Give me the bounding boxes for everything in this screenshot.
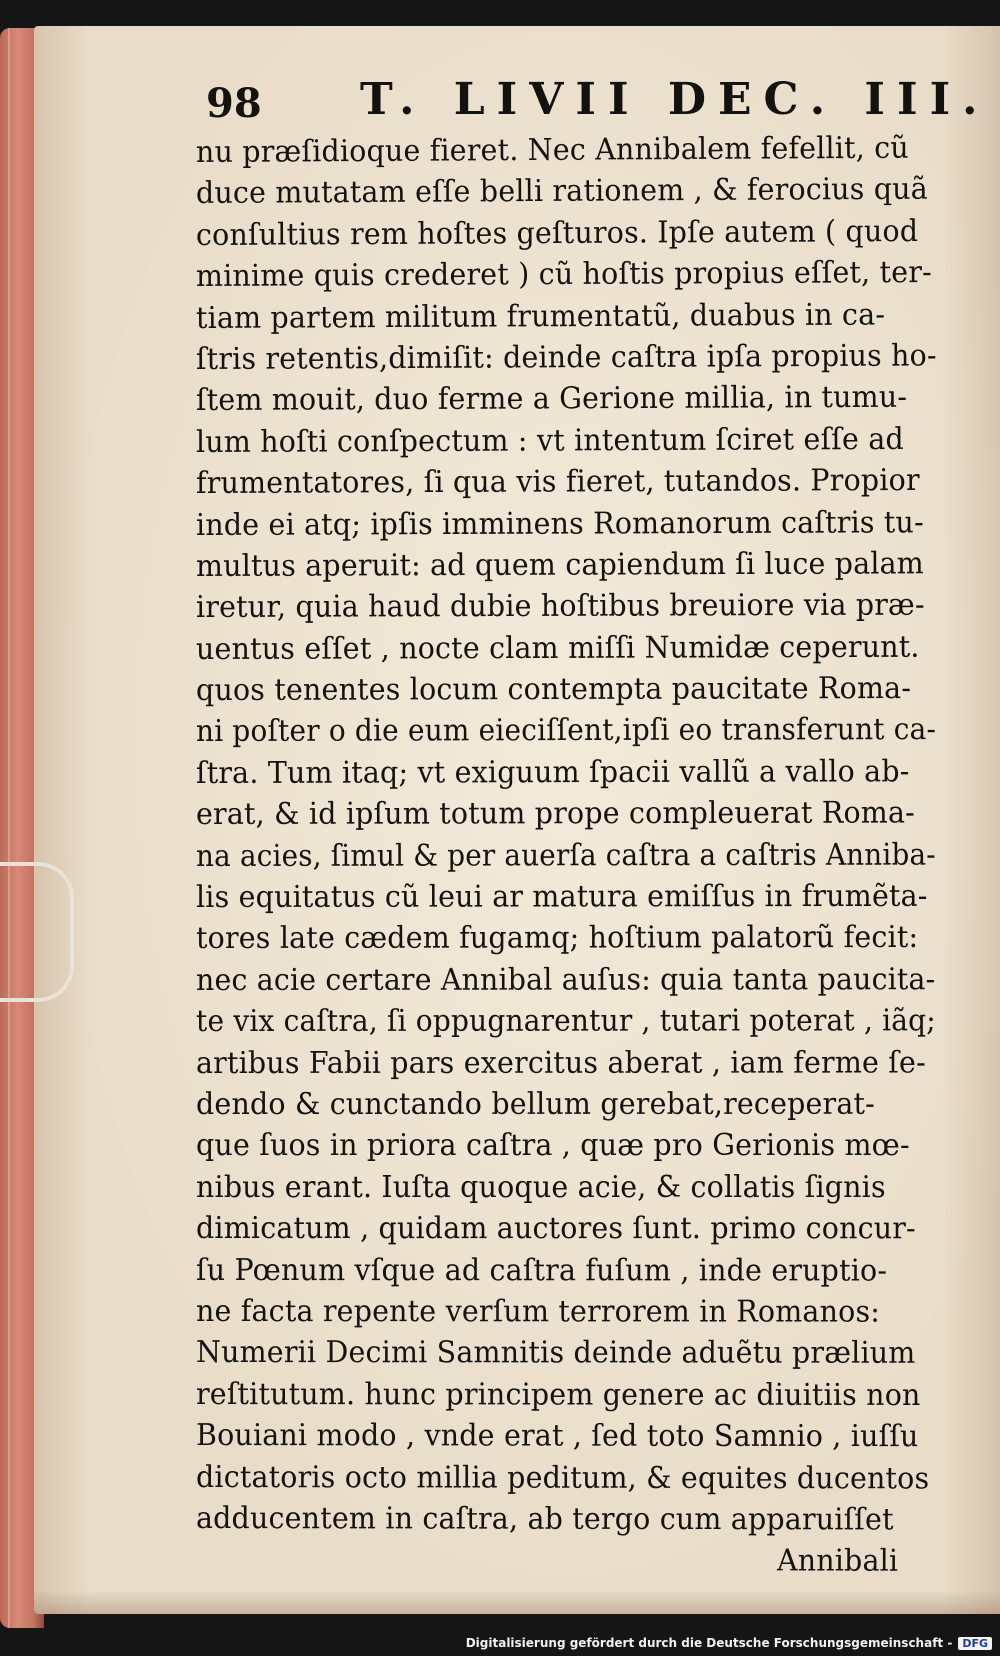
text-line: dendo & cunctando bellum gerebat,receperat- [195,1086,875,1122]
running-head-title: T. LIVII DEC. III. [360,74,990,125]
text-line: ſu Pœnum vſque ad caſtra fuſum , inde eruptio- [195,1252,888,1289]
page-number: 98 [206,80,262,127]
text-line: adducentem in caſtra, ab tergo cum apparuiſſet [195,1500,894,1538]
text-line: conſultius rem hoſtes geſturos. Ipſe autem ( quod [195,213,919,253]
text-line: frumentatores, ſi qua vis fieret, tutandos. Propior [195,463,920,502]
text-line: Numerii Decimi Samnitis deinde aduẽtu prælium [195,1335,916,1372]
text-line: nec acie certare Annibal auſus: quia tanta paucita- [195,962,936,998]
text-line: artibus Fabii pars exercitus aberat , iam ferme ſe- [195,1045,926,1081]
digitization-credit [466,1636,992,1650]
text-line: tiam partem militum frumentatũ, duabus in ca- [195,297,886,336]
credit-text: Digitalisierung gefördert durch die Deutsche Forschungsgemeinschaft - [465,1636,953,1650]
text-line: te vix caſtra, ſi oppugnarentur , tutari poterat , iãq; [195,1003,936,1040]
text-line: lis equitatus cũ leui ar matura emiſſus in frumẽta- [195,878,928,916]
text-line: iretur, quia haud dubie hoſtibus breuiore via præ- [195,587,925,626]
text-line: na acies, ſimul & per auerſa caſtra a caſtris Anniba- [195,837,936,874]
text-line: quos tenentes locum contempta paucitate Roma- [195,671,912,709]
text-line: reſtitutum. hunc principem genere ac diuitiis non [195,1376,921,1413]
text-line: nibus erant. Iuſta quoque acie, & collatis ſignis [195,1169,886,1205]
text-line: ni poſter o die eum eieciſſent,ipſi eo transferunt ca- [195,712,937,750]
text-line: tores late cædem fugamq; hoſtium palatorũ fecit: [195,920,919,957]
text-line: Annibali [776,1543,899,1579]
text-line: ſtem mouit, duo ferme a Gerione millia, in tumu- [195,380,908,419]
text-line: dimicatum , quidam auctores ſunt. primo concur- [195,1211,916,1247]
book-clasp [0,862,74,1002]
text-line: Bouiani modo , vnde erat , ſed toto Samnio , iuſſu [195,1418,919,1455]
text-line: ſtris retentis,dimiſit: deinde caſtra ipſa propius ho- [195,338,937,377]
text-line: que ſuos in priora caſtra , quæ pro Gerionis mœ- [195,1128,910,1164]
text-line: dictatoris octo millia peditum, & equites ducentos [195,1459,930,1496]
text-line: inde ei atq; ipſis imminens Romanorum caſtris tu- [195,504,924,543]
text-line: duce mutatam eſſe belli rationem , & ferocius quã [195,172,928,212]
text-line: minime quis crederet ) cũ hoſtis propius eſſet, ter- [195,255,932,295]
text-line: multus aperuit: ad quem capiendum ſi luce palam [195,546,925,584]
body-text [196,132,976,1581]
text-line: nu præſidioque fieret. Nec Annibalem fefellit, cũ [195,130,909,170]
text-line: lum hoſti conſpectum : vt intentum ſciret eſſe ad [195,421,904,460]
text-line: erat, & id ipſum totum prope compleuerat Roma- [195,795,915,833]
text-line: uentus eſſet , nocte clam miſſi Numidæ ceperunt. [195,629,920,667]
dfg-logo: DFG [958,1637,992,1650]
text-line: ne facta repente verſum terrorem in Romanos: [195,1293,881,1330]
text-line: ſtra. Tum itaq; vt exiguum ſpacii vallũ a vallo ab- [195,754,910,791]
